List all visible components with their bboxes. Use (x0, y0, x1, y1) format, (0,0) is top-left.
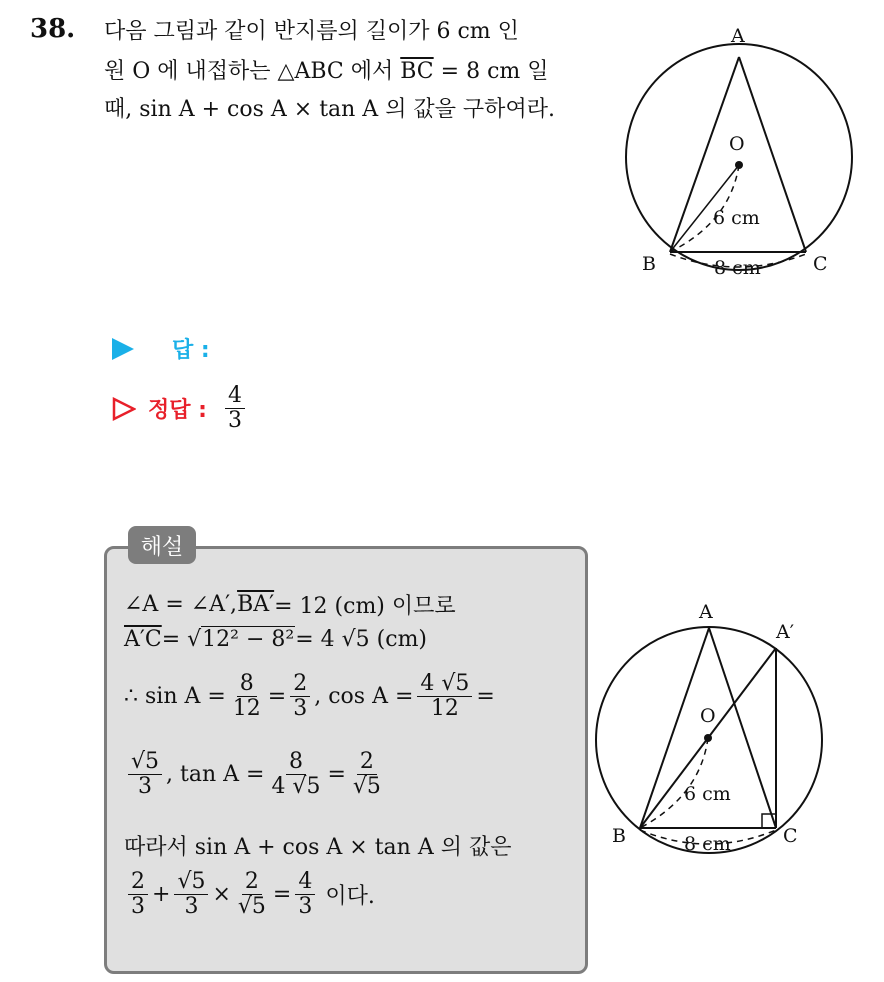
fraction-numerator: 4 (225, 384, 245, 409)
fraction-numerator: 4 (295, 870, 315, 895)
fraction-numerator: √5 (174, 870, 208, 895)
circle-figure-1 (612, 22, 866, 282)
solution-line-1 (124, 589, 456, 620)
fraction-numerator: √5 (128, 750, 162, 775)
label-o: O (700, 705, 716, 727)
question-line-1: 다음 그림과 같이 반지름의 길이가 6 cm 인 (104, 19, 519, 44)
solution-line-3 (124, 672, 495, 721)
fraction (290, 672, 310, 721)
fraction-denominator: 4 √5 (271, 774, 321, 800)
fraction-denominator: 3 (298, 894, 313, 920)
play-marker-icon (112, 338, 134, 360)
label-base: 8 cm (684, 833, 731, 855)
label-o: O (729, 133, 745, 155)
segment-a-prime-c: A′C (124, 626, 162, 652)
equals-sign: = (327, 762, 346, 788)
fraction (417, 672, 472, 721)
center-point (735, 161, 743, 169)
correct-answer-label: 정답 : (148, 398, 207, 424)
fraction-numerator: 2 (290, 672, 310, 697)
circumcircle (626, 44, 852, 270)
fraction (128, 870, 148, 919)
fraction (268, 750, 323, 799)
fraction-denominator: 3 (138, 774, 152, 800)
label-b: B (642, 253, 656, 275)
solution-line-6 (124, 870, 375, 919)
solution-text: = 4 √5 (cm) (295, 626, 428, 652)
fraction (128, 750, 162, 799)
segment-ba-prime: BA′ (237, 592, 275, 617)
solution-text: 이다. (325, 884, 375, 910)
solution-line-5: 따라서 sin A + cos A × tan A 의 값은 (124, 835, 512, 860)
solution-tag: 해설 (128, 526, 196, 564)
answer-row (112, 333, 210, 364)
fraction-denominator: 3 (131, 894, 145, 920)
equals-sign: = (476, 684, 495, 710)
fraction-numerator: 2 (242, 870, 262, 895)
solution-text: = √ (161, 626, 202, 652)
fraction (174, 870, 208, 919)
label-radius: 6 cm (684, 783, 731, 805)
question-line-2-a: 원 O 에 내접하는 △ABC 에서 (104, 59, 401, 84)
correct-answer-row (112, 384, 249, 433)
correct-answer-fraction (225, 384, 245, 433)
solution-line-4 (124, 750, 388, 799)
label-c: C (783, 825, 798, 847)
question-line-3: 때, sin A + cos A × tan A 의 값을 구하여라. (104, 97, 555, 122)
fraction-denominator: 12 (430, 696, 459, 722)
circle-figure-2 (592, 596, 854, 866)
label-a: A (699, 601, 713, 623)
times-sign: × (212, 882, 231, 908)
fraction-numerator: 2 (357, 750, 377, 775)
solution-line-2 (124, 626, 427, 652)
plus-sign: + (152, 882, 171, 908)
question-number: 38. (30, 14, 76, 44)
question-line-2 (104, 54, 549, 85)
solution-text: , cos A = (314, 684, 414, 710)
equals-sign: = (272, 882, 292, 908)
solution-text: , tan A = (166, 762, 265, 788)
fraction (230, 672, 264, 721)
fraction (350, 750, 384, 799)
center-point (704, 734, 712, 742)
label-a: A (731, 25, 745, 47)
fraction-denominator: √5 (352, 774, 381, 800)
label-b: B (612, 825, 626, 847)
fraction (235, 870, 269, 919)
label-c: C (813, 253, 828, 275)
label-radius: 6 cm (713, 207, 760, 229)
fraction-denominator: √5 (237, 894, 266, 920)
solution-text: ∴ sin A = (124, 684, 226, 710)
fraction-denominator: 3 (184, 894, 199, 920)
equals-sign: = (267, 684, 287, 710)
segment-bc: $\overline{BC}$ (400, 59, 434, 84)
question-line-2-b: = 8 cm 일 (433, 59, 549, 84)
answer-label: 답 : (172, 338, 210, 363)
label-a-prime: A′ (776, 621, 795, 643)
solution-text: ∠A = ∠A′, (124, 592, 238, 617)
fraction-numerator: 8 (237, 672, 257, 697)
solution-text: = 12 (cm) 이므로 (274, 594, 456, 619)
fraction-denominator: 3 (293, 696, 308, 722)
fraction-numerator: 8 (286, 750, 306, 775)
fraction-numerator: 2 (128, 870, 148, 895)
fraction-denominator: 3 (227, 408, 242, 434)
outline-triangle-icon (112, 397, 136, 421)
sqrt-radicand: 12² − 8² (202, 627, 295, 652)
label-base: 8 cm (714, 257, 761, 279)
fraction-denominator: 12 (232, 696, 261, 722)
fraction-numerator: 4 √5 (417, 672, 472, 697)
fraction (295, 870, 315, 919)
